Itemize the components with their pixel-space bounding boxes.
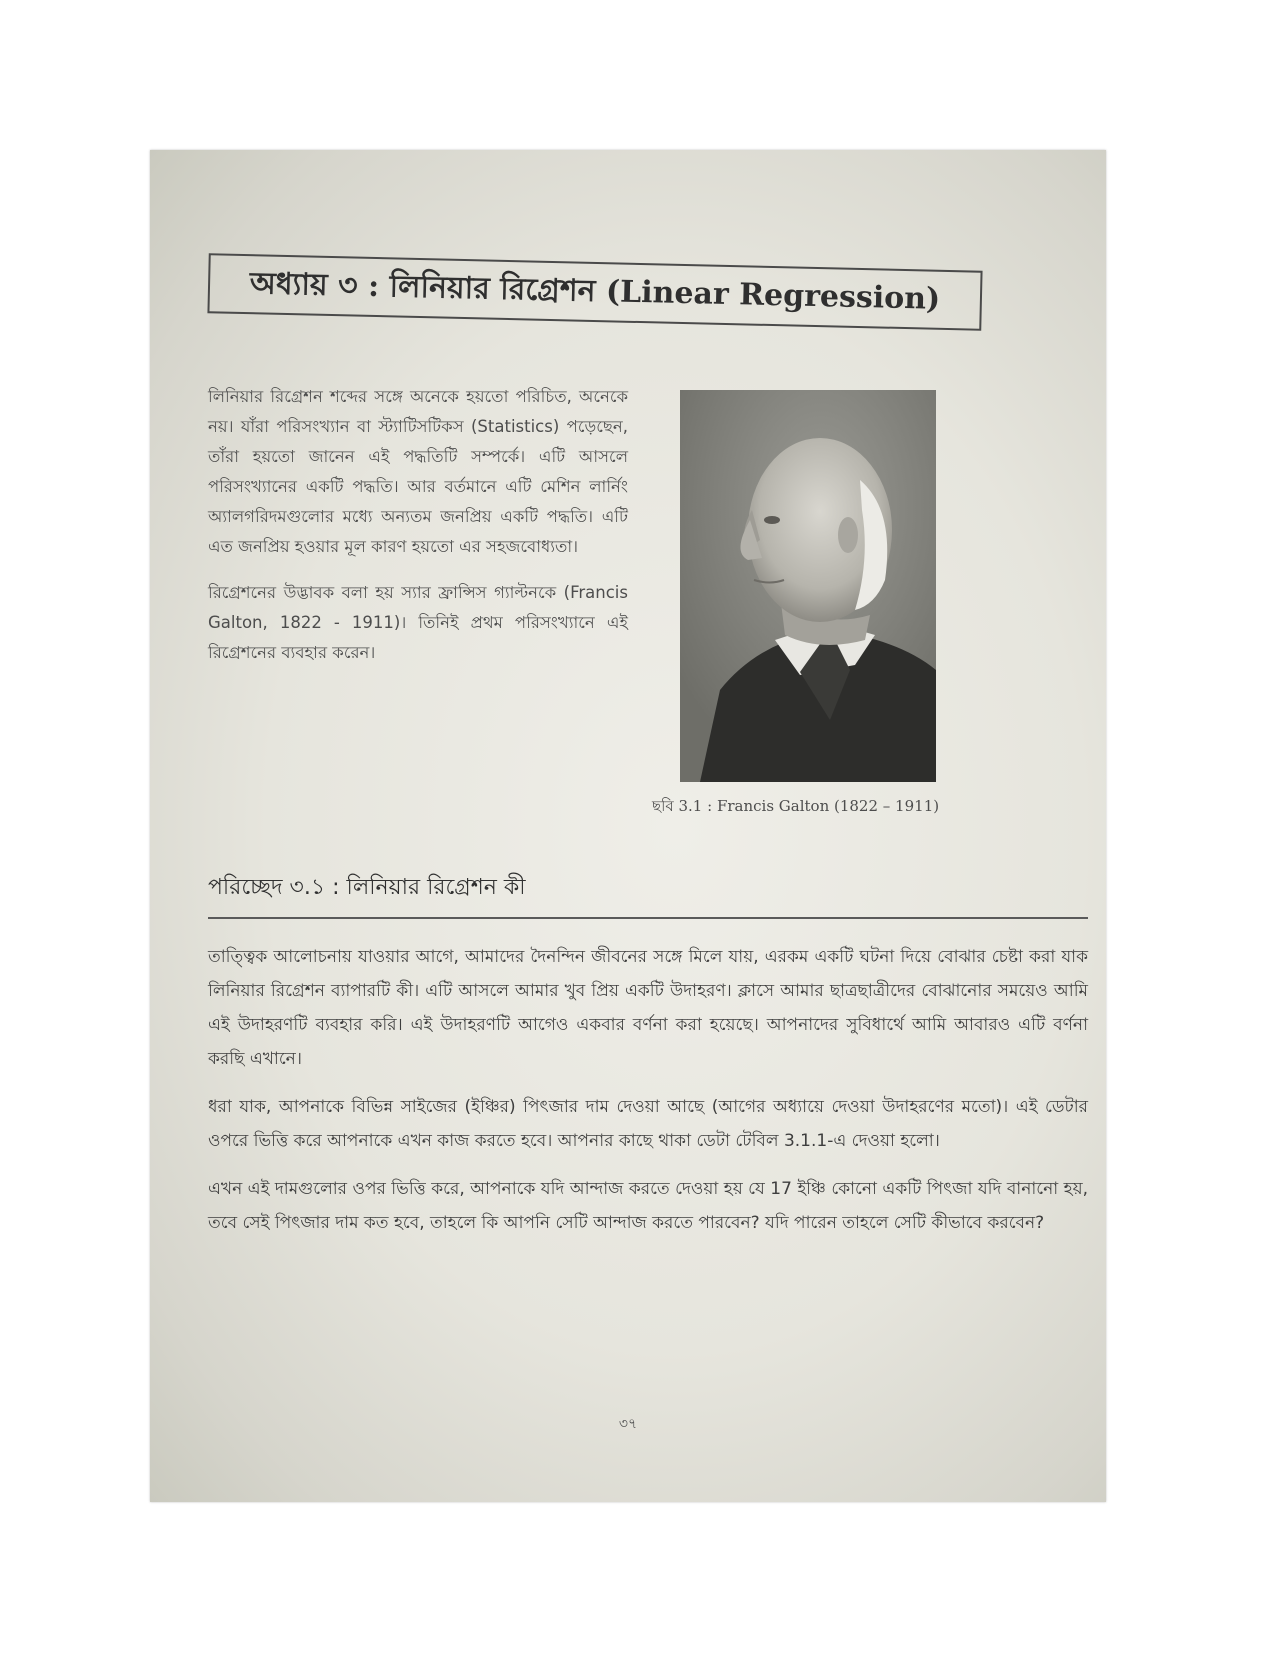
section-paragraph-2: ধরা যাক, আপনাকে বিভিন্ন সাইজের (ইঞ্চির) পিৎজার দাম দেওয়া আছে (আগের অধ্যায়ে দেওয়া উদাহরণের মতো)। এই ডেটার ওপরে ভিত্তি করে আপনাকে এখন কাজ করতে হবে। আপনার কাছে থাকা ডেটা টেবিল 3.1.1-এ দেওয়া হলো। [208, 1097, 1088, 1151]
chapter-title-text: অধ্যায় ৩ : লিনিয়ার রিগ্রেশন (Linear Regression) [249, 265, 941, 317]
figure-caption: ছবি 3.1 : Francis Galton (1822 – 1911) [652, 797, 940, 815]
section-heading [208, 870, 1088, 919]
section-paragraph-1: তাত্ত্বিক আলোচনায় যাওয়ার আগে, আমাদের দৈনন্দিন জীবনের সঙ্গে মিলে যায়, এরকম একটি ঘটনা দিয়ে বোঝার চেষ্টা করা যাক লিনিয়ার রিগ্রেশন ব্যাপারটি কী। এটি আসলে আমার খুব প্রিয় একটি উদাহরণ। ক্লাসে আমার ছাত্রছাত্রীদের বোঝানোর সময়েও আমি এই উদাহরণটি ব্যবহার করি। এই উদাহরণটি আগেও একবার বর্ণনা করা হয়েছে। আপনাদের সুবিধার্থে আমি আবারও এটি বর্ণনা করছি এখানে। [208, 947, 1088, 1069]
intro-paragraph-1: লিনিয়ার রিগ্রেশন শব্দের সঙ্গে অনেকে হয়তো পরিচিত, অনেকে নয়। যাঁরা পরিসংখ্যান বা স্ট্যাটিসটিকস (Statistics) পড়েছেন, তাঁরা হয়তো জানেন এই পদ্ধতিটি সম্পর্কে। এটি আসলে পরিসংখ্যানের একটি পদ্ধতি। আর বর্তমানে এটি মেশিন লার্নিং অ্যালগরিদমগুলোর মধ্যে অন্যতম জনপ্রিয় একটি পদ্ধতি। এটি এত জনপ্রিয় হওয়ার মূল কারণ হয়তো এর সহজবোধ্যতা। [208, 387, 628, 556]
intro-text [208, 382, 628, 684]
francis-galton-portrait [680, 390, 936, 782]
section-paragraph-3: এখন এই দামগুলোর ওপর ভিত্তি করে, আপনাকে যদি আন্দাজ করতে দেওয়া হয় যে 17 ইঞ্চি কোনো একটি পিৎজা যদি বানানো হয়, তবে সেই পিৎজার দাম কত হবে, তাহলে কি আপনি সেটি আন্দাজ করতে পারবেন? যদি পারেন তাহলে সেটি কীভাবে করবেন? [208, 1179, 1088, 1233]
section-heading-text: পরিচ্ছেদ ৩.১ : লিনিয়ার রিগ্রেশন কী [208, 875, 526, 900]
page-number: ৩৭ [618, 1416, 638, 1432]
book-page [150, 150, 1106, 1502]
section-body [208, 940, 1088, 1254]
intro-paragraph-2: রিগ্রেশনের উদ্ভাবক বলা হয় স্যার ফ্রান্সিস গ্যাল্টনকে (Francis Galton, 1822 - 1911)। তিনিই প্রথম পরিসংখ্যানে এই রিগ্রেশনের ব্যবহার করেন। [208, 583, 628, 662]
chapter-title [207, 253, 982, 331]
portrait-illustration [680, 390, 936, 782]
